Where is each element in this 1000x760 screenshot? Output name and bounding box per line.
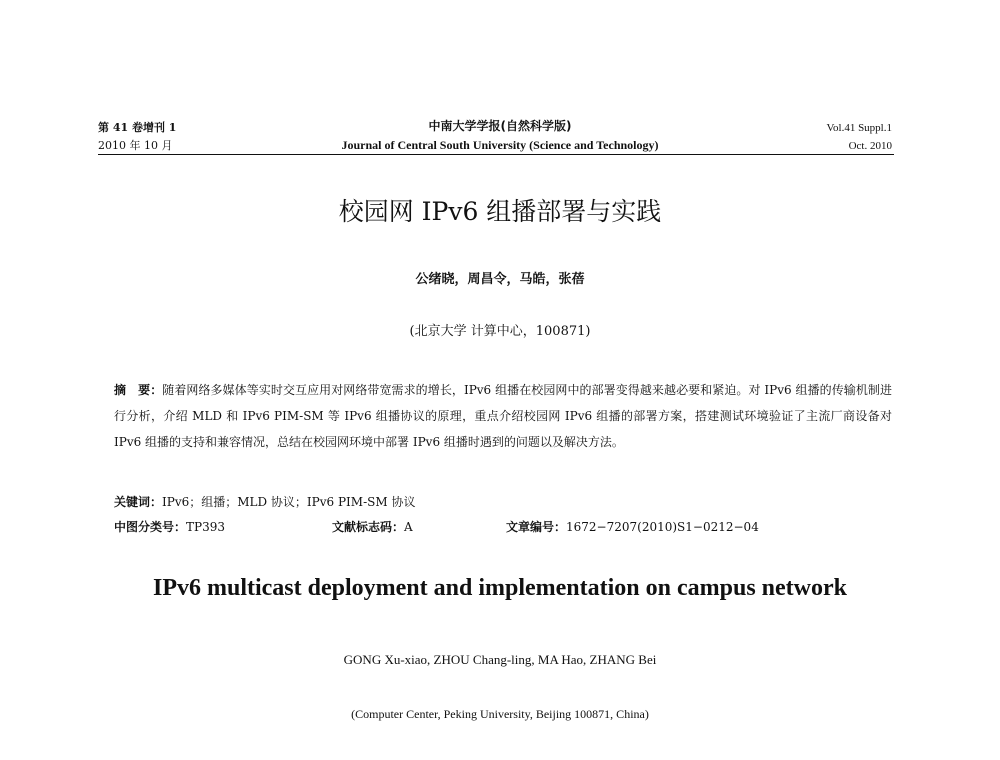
article-no-label: 文章编号： <box>506 520 567 534</box>
header-date-cn: 2010 年 10 月 <box>98 139 173 152</box>
paper-title-en: IPv6 multicast deployment and implementation on campus network <box>152 575 848 601</box>
abstract-paragraph <box>114 377 892 455</box>
clc-value: TP393 <box>186 520 225 534</box>
clc-field <box>114 518 225 536</box>
keywords-row <box>114 493 892 511</box>
clc-label: 中图分类号： <box>114 520 187 534</box>
paper-authors-en: GONG Xu-xiao, ZHOU Chang-ling, MA Hao, ZHANG Bei <box>343 652 657 667</box>
header-volume-en: Vol.41 Suppl.1 <box>826 122 892 134</box>
header-date-en: Oct. 2010 <box>848 140 892 152</box>
paper-affiliation-cn: (北京大学 计算中心，100871) <box>409 324 591 339</box>
abstract-label: 摘 要： <box>114 383 163 397</box>
header-journal-en: Journal of Central South University (Science and Technology) <box>341 138 659 152</box>
classification-row <box>114 518 892 536</box>
doc-code-value: A <box>404 520 413 534</box>
keywords-label: 关键词： <box>114 495 163 509</box>
abstract-text: 随着网络多媒体等实时交互应用对网络带宽需求的增长，IPv6 组播在校园网中的部署变得越来越必要和紧迫。对 IPv6 组播的传输机制进行分析，介绍 MLD 和 IPv6 PIM-SM 等 IPv6 组播协议的原理，重点介绍校园网 IPv6 组播的部署方案，搭建测试环境验证了主流厂商设备对 IPv6 组播的支持和兼容情况，总结在校园网环境中部署 IPv6 组播时遇到的问题以及解决方法。 <box>114 383 892 449</box>
article-no-value: 1672−7207(2010)S1−0212−04 <box>566 520 759 534</box>
paper-affiliation-en: (Computer Center, Peking University, Beijing 100871, China) <box>351 707 649 721</box>
header-volume-cn: 第 41 卷增刊 1 <box>98 121 177 134</box>
paper-authors-cn: 公绪晓，周昌令，马皓，张蓓 <box>415 272 585 287</box>
keywords-text: IPv6；组播；MLD 协议；IPv6 PIM-SM 协议 <box>162 495 416 509</box>
doc-code-field <box>332 518 413 536</box>
doc-code-label: 文献标志码： <box>332 520 405 534</box>
paper-title-cn: 校园网 IPv6 组播部署与实践 <box>338 197 662 226</box>
header-journal-cn: 中南大学学报(自然科学版) <box>428 119 572 133</box>
article-no-field <box>506 518 759 536</box>
header-rule <box>98 154 894 155</box>
